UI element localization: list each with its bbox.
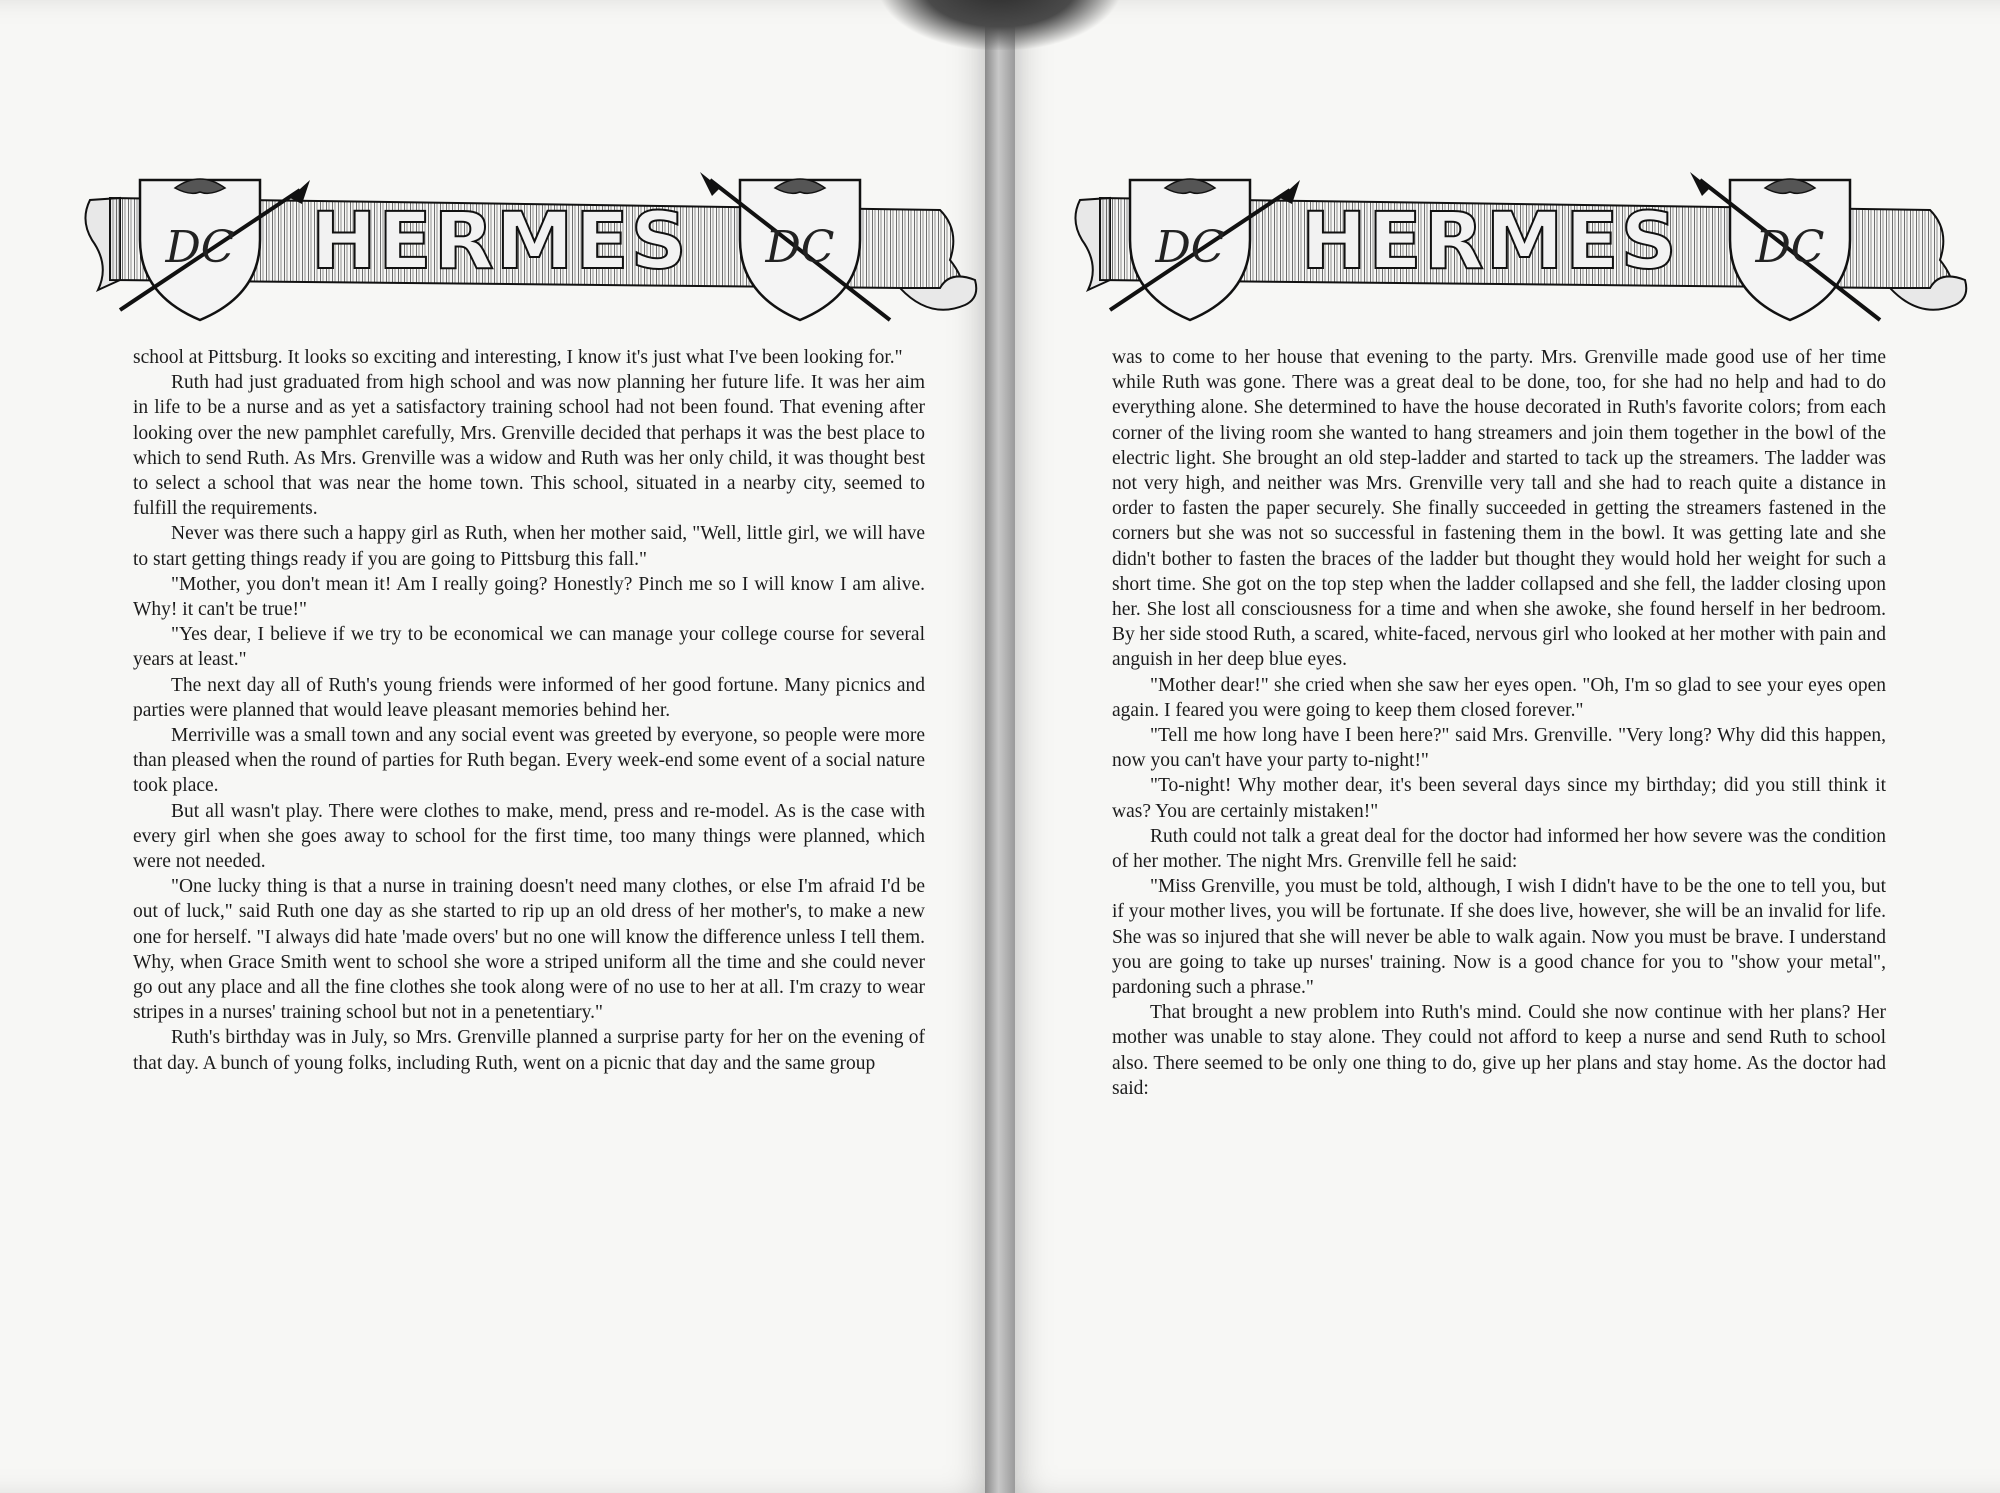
crest-monogram-left: DC: [1155, 222, 1225, 273]
paragraph: But all wasn't play. There were clothes to make, mend, press and re-model. As is the case with every girl when she goes away to school for the first time, too many things were planned, which were not needed.: [133, 800, 925, 873]
paragraph: Never was there such a happy girl as Ruth, when her mother said, "Well, little girl, we will have to start getting things ready if you are going to Pittsburg this fall.": [133, 523, 925, 570]
paragraph: Ruth had just graduated from high school and was now planning her future life. It was her aim in life to be a nurse and as yet a satisfactory training school had not been found. That evening after looking over the new pamphlet carefully, Mrs. Grenville decided that perhaps it was the best place to which to send Ruth. As Mrs. Grenville was a widow and Ruth was her only child, it was thought best to select a school that was near the home town. This school, situated in a nearby city, seemed to fulfill the requirements.: [133, 372, 925, 520]
left-page-text: [133, 345, 925, 1076]
paragraph: Ruth's birthday was in July, so Mrs. Grenville planned a surprise party for her on the evening of that day. A bunch of young folks, including Ruth, went on a picnic that day and the same group: [133, 1027, 925, 1074]
paragraph: Ruth could not talk a great deal for the doctor had informed her how severe was the condition of her mother. The night Mrs. Grenville fell he said:: [1112, 825, 1886, 873]
crest-monogram-right: DC: [765, 222, 835, 273]
paragraph: "Yes dear, I believe if we try to be economical we can manage your college course for several years at least.": [133, 624, 925, 671]
right-page: [1000, 0, 2000, 1493]
banner-title: HERMES: [311, 197, 689, 287]
hermes-banner-right: [1070, 170, 1970, 330]
paragraph: school at Pittsburg. It looks so exciting and interesting, I know it's just what I've been looking for.": [133, 347, 903, 368]
paragraph: was to come to her house that evening to the party. Mrs. Grenville made good use of her time while Ruth was gone. There was a great deal to be done, too, for she had no help and had to do everything alone. She determined to have the house decorated in Ruth's favorite colors; from each corner of the living room she wanted to hang streamers and join them together in the bowl of the electric light. She brought an old step-ladder and started to tack up the streamers. The ladder was not very high, and neither was Mrs. Grenville very tall and she had to reach quite a distance in order to fasten the paper securely. She finally succeeded in getting the streamers fastened in the corners but she was not so successful in fastening them in the bowl. It was getting late and she didn't bother to fasten the braces of the ladder but thought they would hold her weight for such a short time. She got on the top step when the ladder collapsed and she fell, the ladder closing upon her. She lost all consciousness for a time and when she awoke, she found herself in her bedroom. By her side stood Ruth, a scared, white-faced, nervous girl who looked at her mother with pain and anguish in her deep blue eyes.: [1112, 347, 1886, 671]
crest-monogram-right: DC: [1755, 222, 1825, 273]
paragraph: "Miss Grenville, you must be told, although, I wish I didn't have to be the one to tell you, but if your mother lives, you will be fortunate. If she does live, however, she will be an invalid for life. She was so injured that she will never be able to walk again. Now you must be brave. I understand you are going to take up nurses' training. Now is a good chance for you to "show your metal", pardoning such a phrase.": [1112, 876, 1886, 999]
paragraph: That brought a new problem into Ruth's mind. Could she now continue with her plans? Her mother was unable to stay alone. They could not afford to keep a nurse and send Ruth to school also. There seemed to be only one thing to do, give up her plans and stay home. As the doctor had said:: [1112, 1002, 1886, 1099]
paragraph: "One lucky thing is that a nurse in training doesn't need many clothes, or else I'm afraid I'd be out of luck," said Ruth one day as she started to rip up an old dress of her mother's, to make a new one for herself. "I always did hate 'made overs' but no one will know the difference unless I tell them. Why, when Grace Smith went to school she wore a striped uniform all the time and she could never go out any place and all the fine clothes she took along were of no use to her at all. I'm crazy to wear stripes in a nurses' training school but not in a penetentiary.": [133, 876, 925, 1024]
paragraph: "Tell me how long have I been here?" said Mrs. Grenville. "Very long? Why did this happen, now you can't have your party to-night!": [1112, 725, 1886, 772]
right-page-text: [1112, 345, 1886, 1101]
book-gutter: [985, 0, 1015, 1493]
banner-title: HERMES: [1301, 197, 1679, 287]
crest-monogram-left: DC: [165, 222, 235, 273]
paragraph: "Mother dear!" she cried when she saw her eyes open. "Oh, I'm so glad to see your eyes open again. I feared you were going to keep them closed forever.": [1112, 674, 1886, 721]
paragraph: The next day all of Ruth's young friends were informed of her good fortune. Many picnics and parties were planned that would leave pleasant memories behind her.: [133, 674, 925, 721]
paragraph: Merriville was a small town and any social event was greeted by everyone, so people were more than pleased when the round of parties for Ruth began. Every week-end some event of a social nature took place.: [133, 725, 925, 797]
paragraph: "Mother, you don't mean it! Am I really going? Honestly? Pinch me so I will know I am alive. Why! it can't be true!": [133, 573, 925, 621]
paragraph: "To-night! Why mother dear, it's been several days since my birthday; did you still think it was? You are certainly mistaken!": [1112, 775, 1886, 822]
hermes-banner-left: [80, 170, 980, 330]
